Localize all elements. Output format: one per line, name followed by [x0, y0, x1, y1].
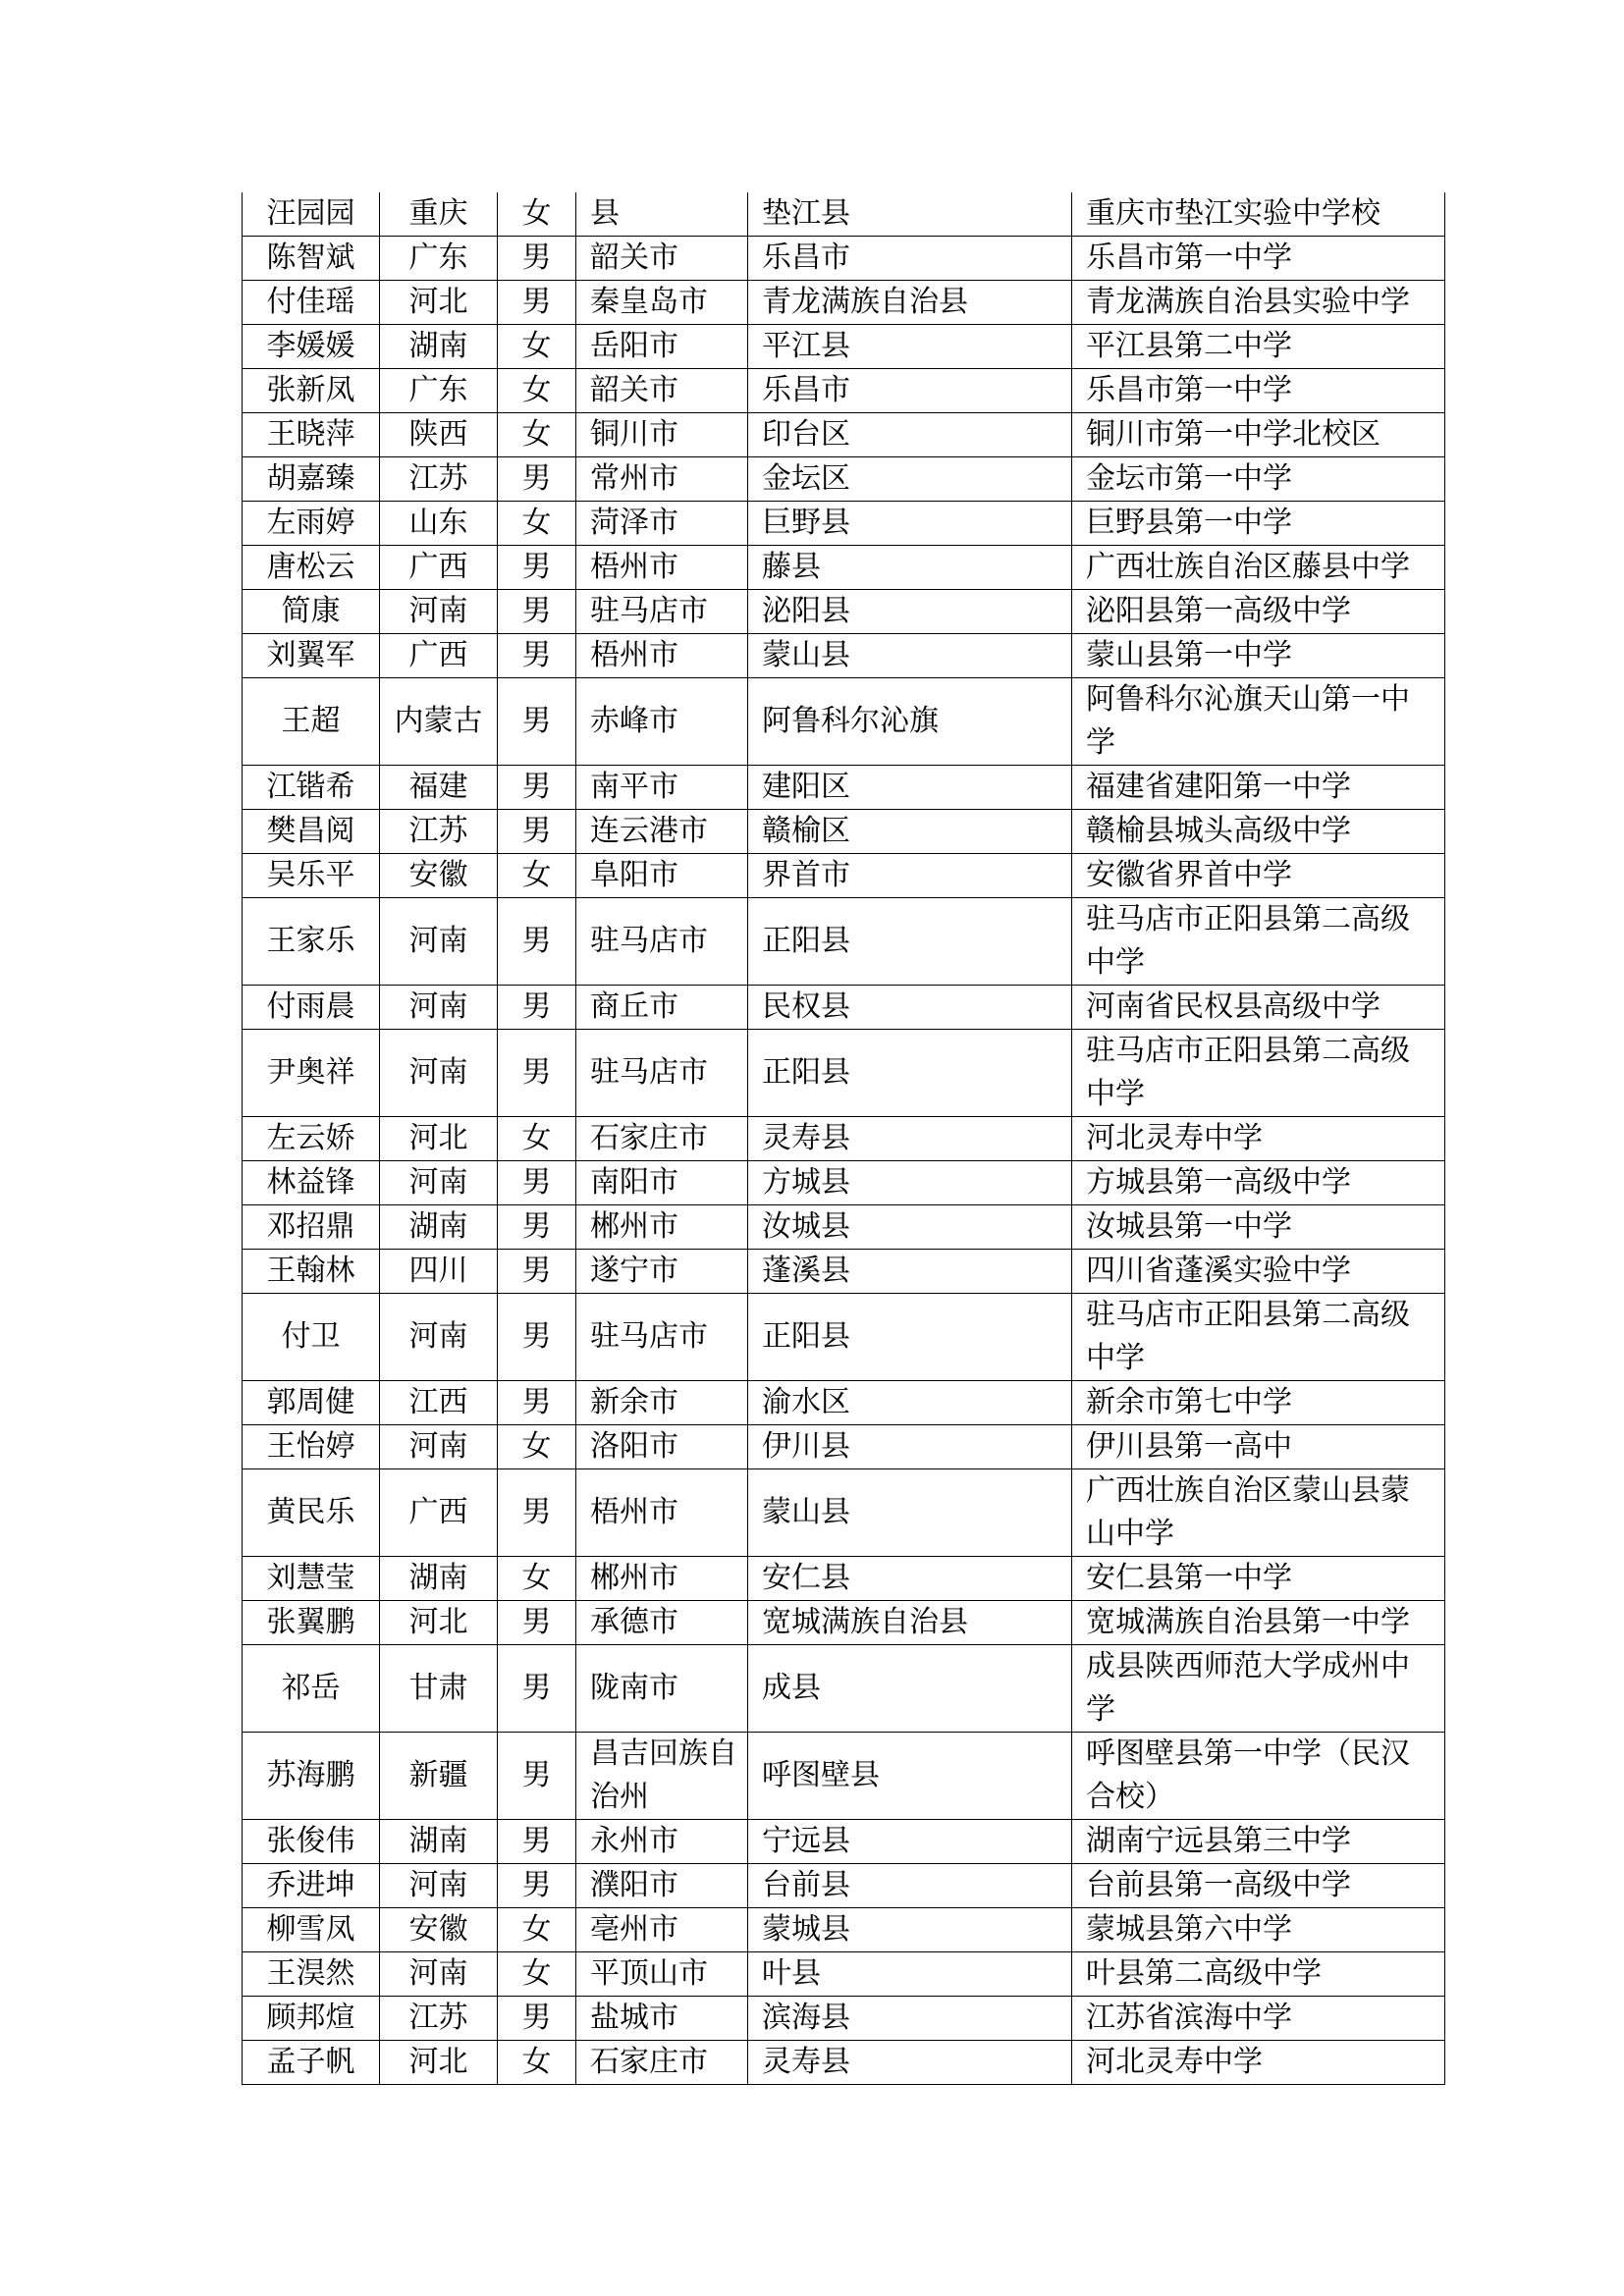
name-cell: 郭周健	[243, 1381, 380, 1425]
name-cell: 刘慧莹	[243, 1557, 380, 1601]
school-cell: 蒙城县第六中学	[1072, 1908, 1445, 1952]
city-cell: 韶关市	[576, 369, 748, 413]
school-cell: 驻马店市正阳县第二高级中学	[1072, 1030, 1445, 1117]
school-cell: 青龙满族自治县实验中学	[1072, 281, 1445, 325]
gender-cell: 男	[498, 546, 576, 590]
province-cell: 河南	[380, 590, 498, 634]
table-row	[243, 1908, 1445, 1952]
school-cell: 河北灵寿中学	[1072, 1117, 1445, 1161]
gender-cell: 女	[498, 1117, 576, 1161]
table-row	[243, 192, 1445, 237]
county-cell: 藤县	[748, 546, 1072, 590]
province-cell: 福建	[380, 766, 498, 810]
province-cell: 河南	[380, 1030, 498, 1117]
school-cell: 湖南宁远县第三中学	[1072, 1820, 1445, 1864]
gender-cell: 女	[498, 502, 576, 546]
gender-cell: 女	[498, 325, 576, 369]
table-row	[243, 1601, 1445, 1645]
province-cell: 河南	[380, 898, 498, 986]
gender-cell: 男	[498, 1030, 576, 1117]
name-cell: 张新凤	[243, 369, 380, 413]
name-cell: 左云娇	[243, 1117, 380, 1161]
city-cell: 永州市	[576, 1820, 748, 1864]
province-cell: 广西	[380, 1469, 498, 1557]
gender-cell: 男	[498, 281, 576, 325]
province-cell: 内蒙古	[380, 678, 498, 766]
name-cell: 张翼鹏	[243, 1601, 380, 1645]
province-cell: 湖南	[380, 1205, 498, 1250]
school-cell: 驻马店市正阳县第二高级中学	[1072, 1294, 1445, 1381]
table-row	[243, 1294, 1445, 1381]
school-cell: 乐昌市第一中学	[1072, 369, 1445, 413]
gender-cell: 男	[498, 1645, 576, 1733]
gender-cell: 男	[498, 986, 576, 1030]
table-row	[243, 237, 1445, 281]
province-cell: 江苏	[380, 457, 498, 502]
gender-cell: 女	[498, 413, 576, 457]
school-cell: 阿鲁科尔沁旗天山第一中学	[1072, 678, 1445, 766]
province-cell: 河南	[380, 1864, 498, 1908]
table-row	[243, 325, 1445, 369]
gender-cell: 男	[498, 678, 576, 766]
name-cell: 唐松云	[243, 546, 380, 590]
city-cell: 驻马店市	[576, 590, 748, 634]
gender-cell: 男	[498, 1250, 576, 1294]
county-cell: 垫江县	[748, 192, 1072, 237]
gender-cell: 男	[498, 237, 576, 281]
city-cell: 商丘市	[576, 986, 748, 1030]
county-cell: 赣榆区	[748, 810, 1072, 854]
school-cell: 汝城县第一中学	[1072, 1205, 1445, 1250]
school-cell: 方城县第一高级中学	[1072, 1161, 1445, 1205]
gender-cell: 男	[498, 1161, 576, 1205]
table-row	[243, 1557, 1445, 1601]
name-cell: 樊昌阅	[243, 810, 380, 854]
province-cell: 河北	[380, 2041, 498, 2085]
school-cell: 驻马店市正阳县第二高级中学	[1072, 898, 1445, 986]
province-cell: 重庆	[380, 192, 498, 237]
province-cell: 安徽	[380, 854, 498, 898]
province-cell: 广东	[380, 237, 498, 281]
city-cell: 郴州市	[576, 1205, 748, 1250]
county-cell: 乐昌市	[748, 237, 1072, 281]
city-cell: 濮阳市	[576, 1864, 748, 1908]
table-row	[243, 1469, 1445, 1557]
gender-cell: 女	[498, 1952, 576, 1997]
city-cell: 阜阳市	[576, 854, 748, 898]
gender-cell: 女	[498, 1425, 576, 1469]
province-cell: 新疆	[380, 1733, 498, 1820]
school-cell: 赣榆县城头高级中学	[1072, 810, 1445, 854]
gender-cell: 男	[498, 1469, 576, 1557]
school-cell: 平江县第二中学	[1072, 325, 1445, 369]
county-cell: 呼图壁县	[748, 1733, 1072, 1820]
name-cell: 王晓萍	[243, 413, 380, 457]
county-cell: 正阳县	[748, 898, 1072, 986]
name-cell: 祁岳	[243, 1645, 380, 1733]
school-cell: 宽城满族自治县第一中学	[1072, 1601, 1445, 1645]
city-cell: 南平市	[576, 766, 748, 810]
city-cell: 昌吉回族自治州	[576, 1733, 748, 1820]
table-row	[243, 1030, 1445, 1117]
county-cell: 滨海县	[748, 1997, 1072, 2041]
name-cell: 李媛媛	[243, 325, 380, 369]
table-row	[243, 986, 1445, 1030]
school-cell: 安徽省界首中学	[1072, 854, 1445, 898]
table-row	[243, 1864, 1445, 1908]
gender-cell: 女	[498, 369, 576, 413]
county-cell: 建阳区	[748, 766, 1072, 810]
table-row	[243, 369, 1445, 413]
county-cell: 正阳县	[748, 1294, 1072, 1381]
province-cell: 河南	[380, 1161, 498, 1205]
county-cell: 民权县	[748, 986, 1072, 1030]
city-cell: 石家庄市	[576, 2041, 748, 2085]
school-cell: 江苏省滨海中学	[1072, 1997, 1445, 2041]
table-row	[243, 590, 1445, 634]
table-row	[243, 1952, 1445, 1997]
city-cell: 连云港市	[576, 810, 748, 854]
county-cell: 宁远县	[748, 1820, 1072, 1864]
city-cell: 梧州市	[576, 634, 748, 678]
school-cell: 四川省蓬溪实验中学	[1072, 1250, 1445, 1294]
city-cell: 铜川市	[576, 413, 748, 457]
name-cell: 王怡婷	[243, 1425, 380, 1469]
table-row	[243, 898, 1445, 986]
gender-cell: 男	[498, 590, 576, 634]
school-cell: 安仁县第一中学	[1072, 1557, 1445, 1601]
province-cell: 河南	[380, 986, 498, 1030]
county-cell: 泌阳县	[748, 590, 1072, 634]
table-row	[243, 2041, 1445, 2085]
name-cell: 陈智斌	[243, 237, 380, 281]
gender-cell: 女	[498, 1908, 576, 1952]
gender-cell: 女	[498, 2041, 576, 2085]
county-cell: 阿鲁科尔沁旗	[748, 678, 1072, 766]
county-cell: 青龙满族自治县	[748, 281, 1072, 325]
city-cell: 南阳市	[576, 1161, 748, 1205]
county-cell: 巨野县	[748, 502, 1072, 546]
province-cell: 江苏	[380, 810, 498, 854]
gender-cell: 男	[498, 1864, 576, 1908]
name-cell: 林益锋	[243, 1161, 380, 1205]
school-cell: 泌阳县第一高级中学	[1072, 590, 1445, 634]
gender-cell: 男	[498, 634, 576, 678]
city-cell: 郴州市	[576, 1557, 748, 1601]
school-cell: 成县陕西师范大学成州中学	[1072, 1645, 1445, 1733]
province-cell: 河北	[380, 281, 498, 325]
county-cell: 金坛区	[748, 457, 1072, 502]
gender-cell: 男	[498, 457, 576, 502]
name-cell: 刘翼军	[243, 634, 380, 678]
city-cell: 驻马店市	[576, 1030, 748, 1117]
gender-cell: 男	[498, 766, 576, 810]
province-cell: 湖南	[380, 1557, 498, 1601]
city-cell: 新余市	[576, 1381, 748, 1425]
province-cell: 河南	[380, 1425, 498, 1469]
gender-cell: 男	[498, 1820, 576, 1864]
gender-cell: 女	[498, 1557, 576, 1601]
name-cell: 王家乐	[243, 898, 380, 986]
name-cell: 王超	[243, 678, 380, 766]
province-cell: 广西	[380, 634, 498, 678]
county-cell: 成县	[748, 1645, 1072, 1733]
table-row	[243, 1250, 1445, 1294]
county-cell: 蒙山县	[748, 1469, 1072, 1557]
county-cell: 正阳县	[748, 1030, 1072, 1117]
name-cell: 苏海鹏	[243, 1733, 380, 1820]
county-cell: 蒙山县	[748, 634, 1072, 678]
school-cell: 河南省民权县高级中学	[1072, 986, 1445, 1030]
table-row	[243, 281, 1445, 325]
school-cell: 金坛市第一中学	[1072, 457, 1445, 502]
table-row	[243, 457, 1445, 502]
name-cell: 汪园园	[243, 192, 380, 237]
city-cell: 驻马店市	[576, 898, 748, 986]
gender-cell: 男	[498, 1733, 576, 1820]
province-cell: 河南	[380, 1952, 498, 1997]
table-row	[243, 1205, 1445, 1250]
table-row	[243, 810, 1445, 854]
name-cell: 江锴希	[243, 766, 380, 810]
table-row	[243, 1161, 1445, 1205]
name-cell: 王淏然	[243, 1952, 380, 1997]
name-cell: 邓招鼎	[243, 1205, 380, 1250]
name-cell: 柳雪凤	[243, 1908, 380, 1952]
province-cell: 四川	[380, 1250, 498, 1294]
table-row	[243, 678, 1445, 766]
school-cell: 伊川县第一高中	[1072, 1425, 1445, 1469]
city-cell: 菏泽市	[576, 502, 748, 546]
city-cell: 岳阳市	[576, 325, 748, 369]
table-row	[243, 546, 1445, 590]
city-cell: 承德市	[576, 1601, 748, 1645]
county-cell: 方城县	[748, 1161, 1072, 1205]
province-cell: 湖南	[380, 1820, 498, 1864]
school-cell: 重庆市垫江实验中学校	[1072, 192, 1445, 237]
gender-cell: 女	[498, 192, 576, 237]
province-cell: 河北	[380, 1601, 498, 1645]
city-cell: 石家庄市	[576, 1117, 748, 1161]
county-cell: 渝水区	[748, 1381, 1072, 1425]
county-cell: 蒙城县	[748, 1908, 1072, 1952]
province-cell: 甘肃	[380, 1645, 498, 1733]
name-cell: 顾邦煊	[243, 1997, 380, 2041]
gender-cell: 男	[498, 1205, 576, 1250]
table-row	[243, 766, 1445, 810]
province-cell: 安徽	[380, 1908, 498, 1952]
county-cell: 叶县	[748, 1952, 1072, 1997]
name-cell: 乔进坤	[243, 1864, 380, 1908]
county-cell: 台前县	[748, 1864, 1072, 1908]
school-cell: 新余市第七中学	[1072, 1381, 1445, 1425]
name-cell: 吴乐平	[243, 854, 380, 898]
county-cell: 伊川县	[748, 1425, 1072, 1469]
gender-cell: 男	[498, 1601, 576, 1645]
name-cell: 付雨晨	[243, 986, 380, 1030]
county-cell: 蓬溪县	[748, 1250, 1072, 1294]
province-cell: 广西	[380, 546, 498, 590]
name-cell: 付卫	[243, 1294, 380, 1381]
province-cell: 江西	[380, 1381, 498, 1425]
province-cell: 湖南	[380, 325, 498, 369]
province-cell: 陕西	[380, 413, 498, 457]
school-cell: 河北灵寿中学	[1072, 2041, 1445, 2085]
school-cell: 乐昌市第一中学	[1072, 237, 1445, 281]
county-cell: 平江县	[748, 325, 1072, 369]
county-cell: 界首市	[748, 854, 1072, 898]
table-row	[243, 1645, 1445, 1733]
city-cell: 驻马店市	[576, 1294, 748, 1381]
table-row	[243, 634, 1445, 678]
province-cell: 山东	[380, 502, 498, 546]
city-cell: 梧州市	[576, 546, 748, 590]
school-cell: 铜川市第一中学北校区	[1072, 413, 1445, 457]
name-cell: 王翰林	[243, 1250, 380, 1294]
school-cell: 巨野县第一中学	[1072, 502, 1445, 546]
county-cell: 灵寿县	[748, 2041, 1072, 2085]
gender-cell: 男	[498, 1294, 576, 1381]
name-cell: 简康	[243, 590, 380, 634]
school-cell: 蒙山县第一中学	[1072, 634, 1445, 678]
city-cell: 洛阳市	[576, 1425, 748, 1469]
province-cell: 广东	[380, 369, 498, 413]
city-cell: 陇南市	[576, 1645, 748, 1733]
table-row	[243, 1425, 1445, 1469]
name-cell: 黄民乐	[243, 1469, 380, 1557]
city-cell: 常州市	[576, 457, 748, 502]
city-cell: 赤峰市	[576, 678, 748, 766]
city-cell: 县	[576, 192, 748, 237]
school-cell: 福建省建阳第一中学	[1072, 766, 1445, 810]
table-row	[243, 413, 1445, 457]
city-cell: 盐城市	[576, 1997, 748, 2041]
gender-cell: 男	[498, 1381, 576, 1425]
table-row	[243, 854, 1445, 898]
gender-cell: 男	[498, 810, 576, 854]
city-cell: 韶关市	[576, 237, 748, 281]
school-cell: 台前县第一高级中学	[1072, 1864, 1445, 1908]
city-cell: 秦皇岛市	[576, 281, 748, 325]
table-row	[243, 502, 1445, 546]
city-cell: 遂宁市	[576, 1250, 748, 1294]
county-cell: 宽城满族自治县	[748, 1601, 1072, 1645]
roster-body	[243, 192, 1445, 2085]
province-cell: 河北	[380, 1117, 498, 1161]
name-cell: 孟子帆	[243, 2041, 380, 2085]
gender-cell: 男	[498, 1997, 576, 2041]
gender-cell: 男	[498, 898, 576, 986]
gender-cell: 女	[498, 854, 576, 898]
city-cell: 平顶山市	[576, 1952, 748, 1997]
table-row	[243, 1117, 1445, 1161]
school-cell: 呼图壁县第一中学（民汉合校）	[1072, 1733, 1445, 1820]
county-cell: 汝城县	[748, 1205, 1072, 1250]
name-cell: 尹奥祥	[243, 1030, 380, 1117]
table-row	[243, 1997, 1445, 2041]
student-roster-table	[242, 192, 1445, 2085]
province-cell: 江苏	[380, 1997, 498, 2041]
name-cell: 付佳瑶	[243, 281, 380, 325]
city-cell: 梧州市	[576, 1469, 748, 1557]
table-row	[243, 1820, 1445, 1864]
province-cell: 河南	[380, 1294, 498, 1381]
county-cell: 印台区	[748, 413, 1072, 457]
county-cell: 乐昌市	[748, 369, 1072, 413]
city-cell: 亳州市	[576, 1908, 748, 1952]
school-cell: 广西壮族自治区蒙山县蒙山中学	[1072, 1469, 1445, 1557]
school-cell: 广西壮族自治区藤县中学	[1072, 546, 1445, 590]
name-cell: 张俊伟	[243, 1820, 380, 1864]
school-cell: 叶县第二高级中学	[1072, 1952, 1445, 1997]
table-row	[243, 1733, 1445, 1820]
name-cell: 左雨婷	[243, 502, 380, 546]
table-row	[243, 1381, 1445, 1425]
county-cell: 灵寿县	[748, 1117, 1072, 1161]
county-cell: 安仁县	[748, 1557, 1072, 1601]
name-cell: 胡嘉臻	[243, 457, 380, 502]
